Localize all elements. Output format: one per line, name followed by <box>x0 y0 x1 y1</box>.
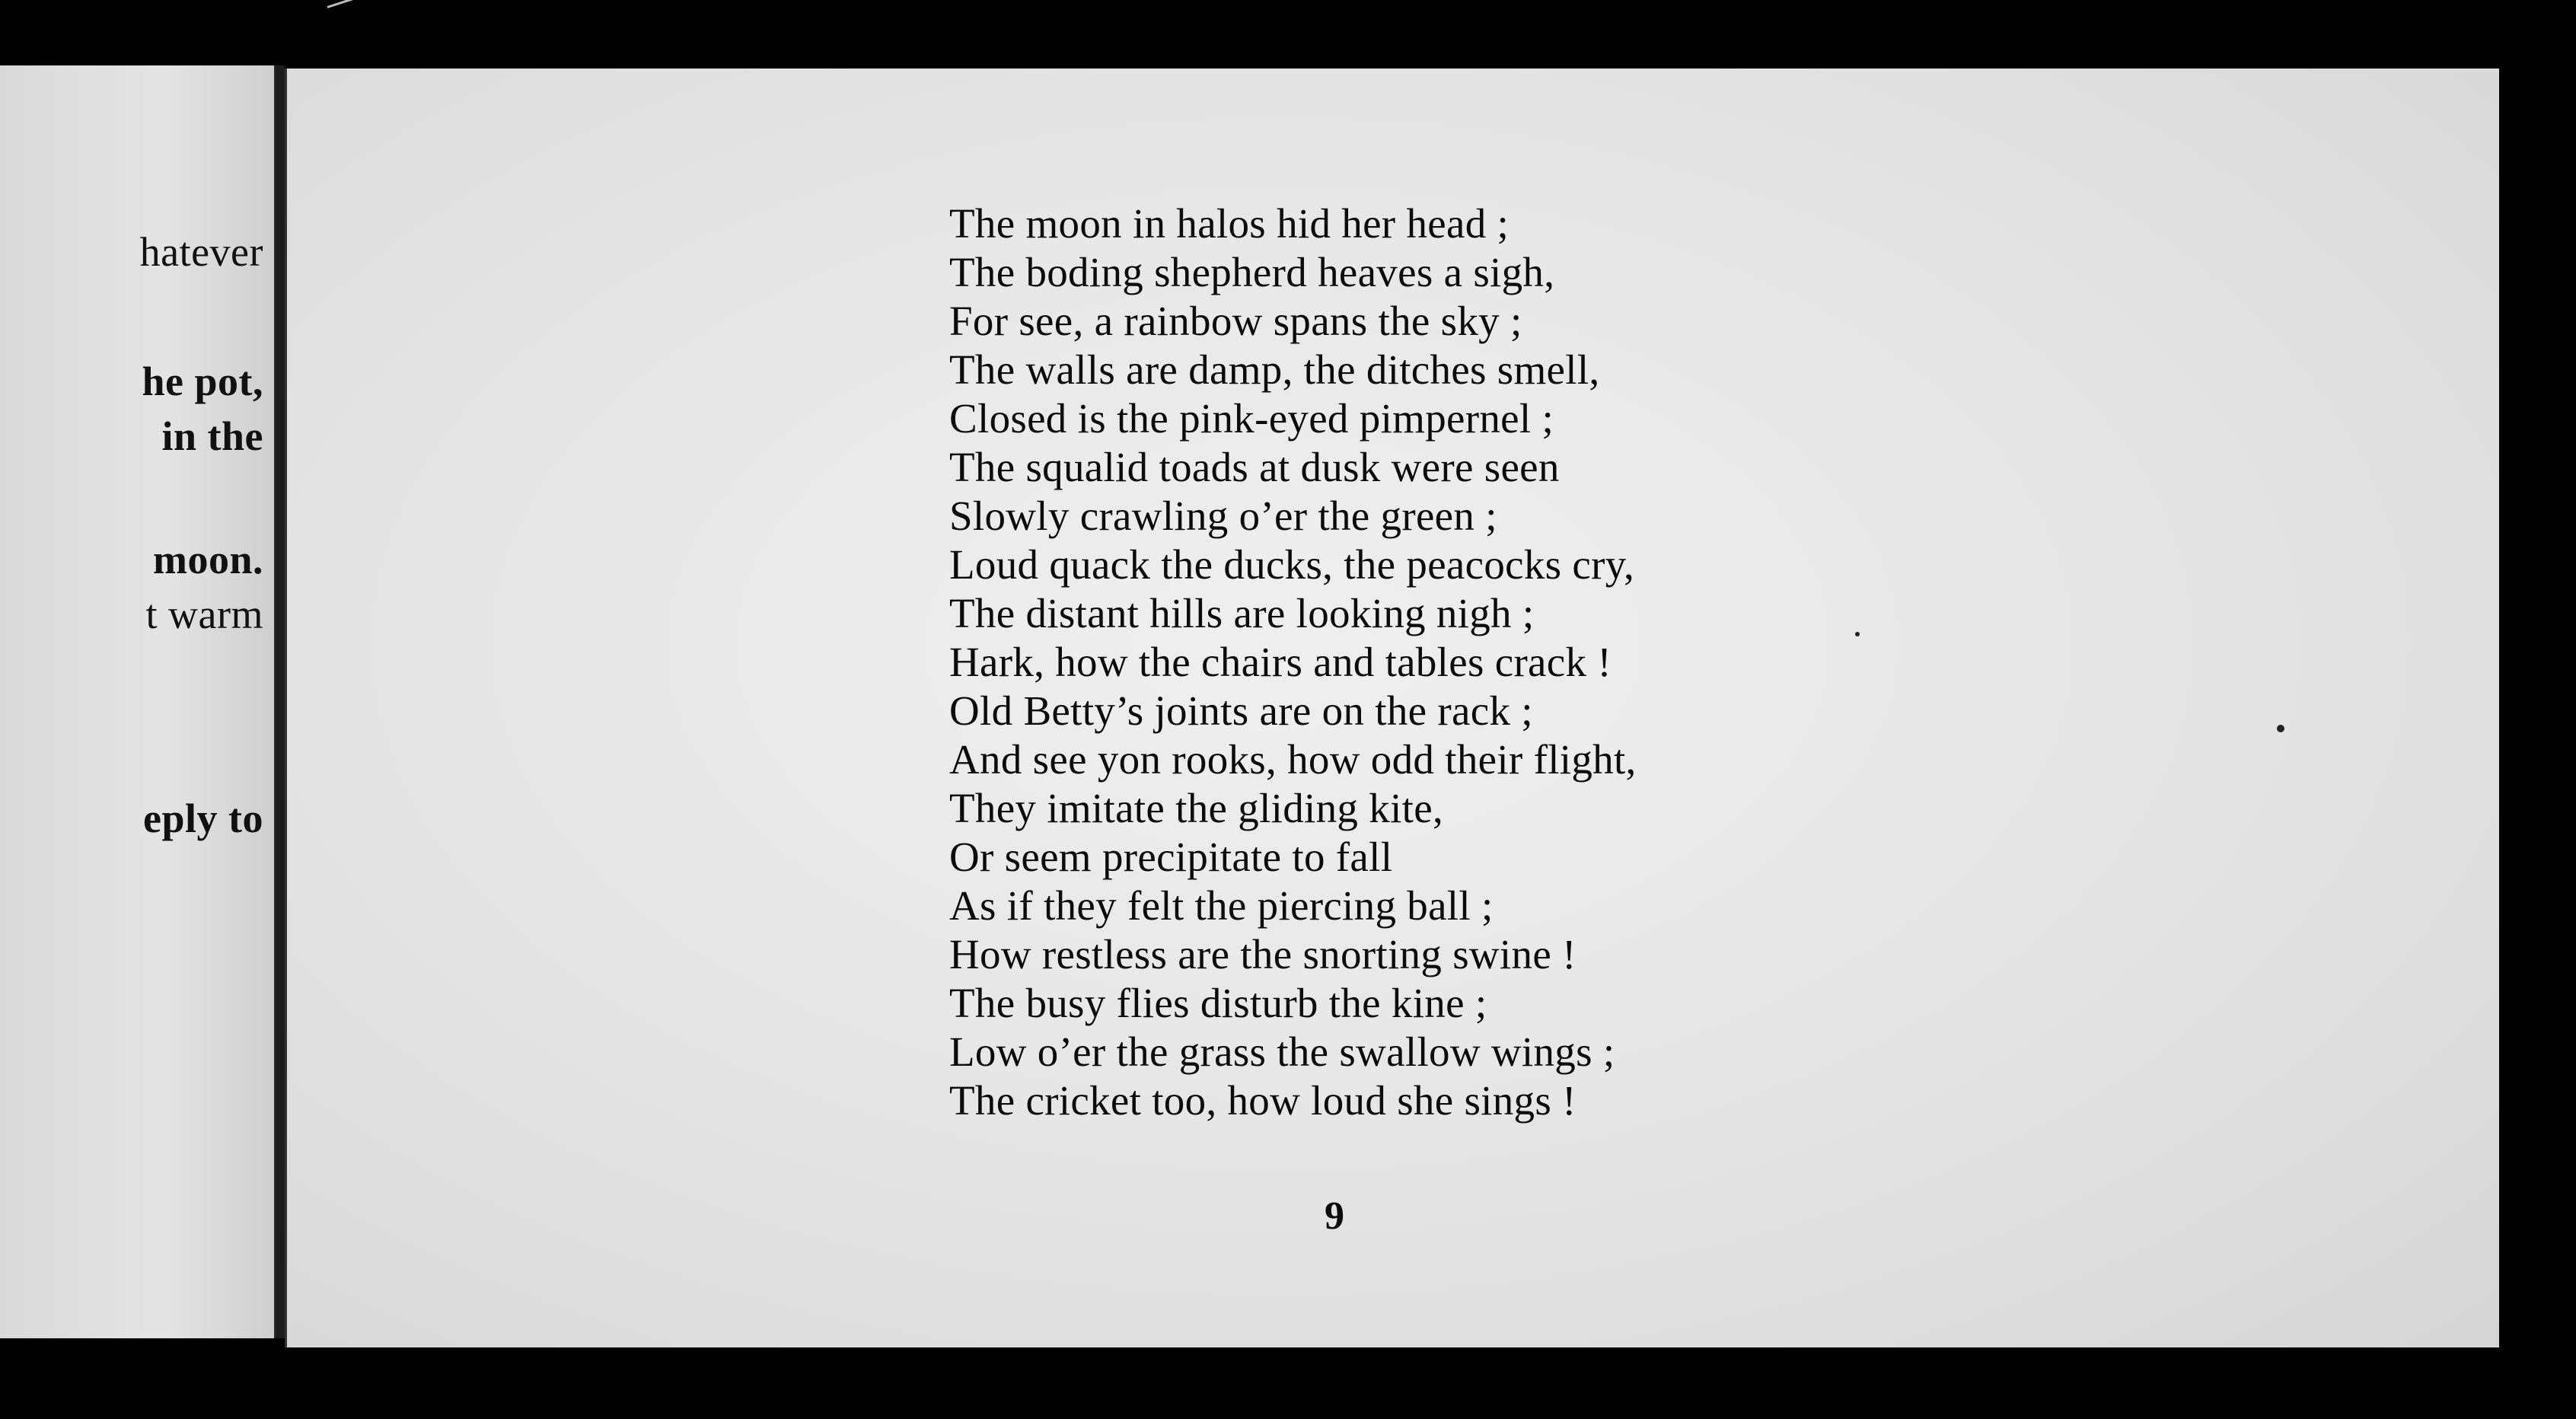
poem-line: As if they felt the piercing ball ; <box>949 882 1494 929</box>
left-page-line: t warm <box>145 592 263 637</box>
poem-line: How restless are the snorting swine ! <box>949 931 1577 977</box>
poem-line: Old Betty’s joints are on the rack ; <box>949 687 1533 734</box>
right-page <box>285 69 2499 1347</box>
poem <box>949 199 1637 1125</box>
poem-line: The busy flies disturb the kine ; <box>949 980 1487 1026</box>
poem-line: Low o’er the grass the swallow wings ; <box>949 1028 1615 1075</box>
poem-line: The walls are damp, the ditches smell, <box>949 346 1600 393</box>
poem-line: Loud quack the ducks, the peacocks cry, <box>949 541 1635 588</box>
poem-line: For see, a rainbow spans the sky ; <box>949 298 1522 344</box>
poem-line: The cricket too, how loud she sings ! <box>949 1077 1577 1124</box>
poem-line: The moon in halos hid her head ; <box>949 200 1510 247</box>
left-page-line: hatever <box>139 229 263 275</box>
poem-line: Or seem precipitate to fall <box>949 834 1393 880</box>
poem-line: They imitate the gliding kite, <box>949 785 1443 831</box>
poem-line: Closed is the pink-eyed pimpernel ; <box>949 395 1554 442</box>
left-page-line: eply to <box>143 796 263 841</box>
poem-line: The squalid toads at dusk were seen <box>949 444 1560 490</box>
poem-line: The boding shepherd heaves a sigh, <box>949 249 1555 295</box>
left-page-line: he pot, <box>142 359 263 404</box>
film-scratch <box>327 0 429 8</box>
ink-speck <box>1855 632 1860 636</box>
left-page-line: moon. <box>152 537 263 582</box>
left-page <box>0 65 277 1338</box>
left-page-line: in the <box>161 413 263 459</box>
poem-line: The distant hills are looking nigh ; <box>949 590 1535 636</box>
poem-line: Slowly crawling o’er the green ; <box>949 493 1497 539</box>
poem-line: Hark, how the chairs and tables crack ! <box>949 639 1612 685</box>
page-gutter <box>276 65 285 1338</box>
ink-speck <box>2277 725 2284 732</box>
poem-line: And see yon rooks, how odd their flight, <box>949 736 1637 783</box>
page-number: 9 <box>1325 1194 1344 1238</box>
